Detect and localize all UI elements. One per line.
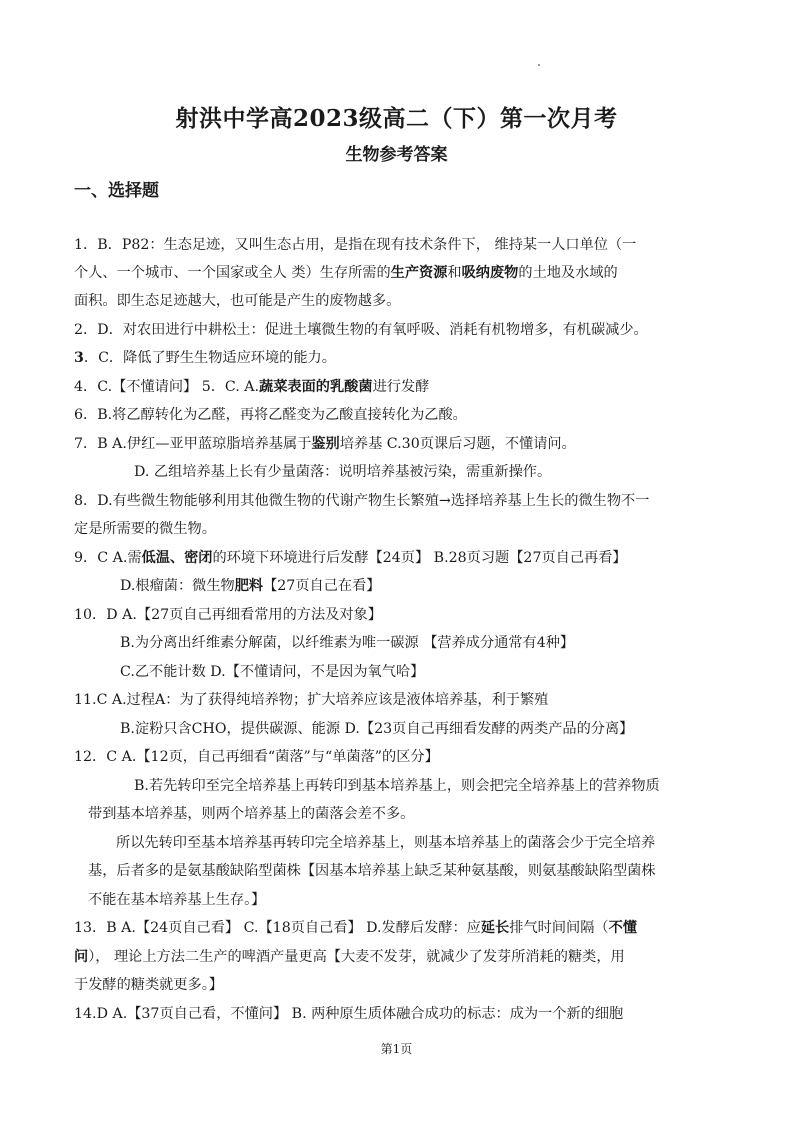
answer-7-line-1: 7．B A.伊红—亚甲蓝琼脂培养基属于鉴别培养基 C.30页课后习题，不懂请问。 <box>74 436 576 452</box>
answer-6-line-1: 6．B.将乙醇转化为乙醛，再将乙醛变为乙酸直接转化为乙酸。 <box>74 407 467 423</box>
page-subtitle: 生物参考答案 <box>345 145 448 165</box>
answer-13-line-1: 13．B A.【24页自己看】 C.【18页自己看】 D.发酵后发酵：应延长排气时间间隔（不懂 <box>74 920 637 936</box>
answer-10-line-1: 10．D A.【27页自己再细看常用的方法及对象】 <box>74 607 382 623</box>
answer-11-line-1: 11.C A.过程A：为了获得纯培养物；扩大培养应该是液体培养基，利于繁殖 <box>74 692 549 708</box>
answer-9-line-2: D.根瘤菌：微生物肥料【27页自己在看】 <box>120 578 381 594</box>
answer-11-line-2: B.淀粉只含CHO，提供碳源、能源 D.【23页自己再细看发酵的两类产品的分离】 <box>120 721 634 737</box>
answer-12-line-6: 不能在基本培养基上生存。】 <box>88 892 266 908</box>
answer-3-line-1: 3．C．降低了野生生物适应环境的能力。 <box>74 350 336 366</box>
answer-12-line-5: 基，后者多的是氨基酸缺陷型菌株【因基本培养基上缺乏某种氨基酸，则氨基酸缺陷型菌株 <box>88 863 656 879</box>
page-title: 射洪中学高2023级高二（下）第一次月考 <box>175 105 618 132</box>
answer-2-line-1: 2．D．对农田进行中耕松土：促进土壤微生物的有氧呼吸、消耗有机物增多，有机碳减少。 <box>74 322 648 338</box>
answer-1-line-1: 1．B．P82：生态足迹，又叫生态占用，是指在现有技术条件下， 维持某一人口单位（一 <box>74 237 637 253</box>
answer-12-line-3: 带到基本培养基，则两个培养基上的菌落会差不多。 <box>88 806 415 822</box>
answer-12-line-2: B.若先转印至完全培养基上再转印到基本培养基上，则会把完全培养基上的营养物质 <box>134 778 660 794</box>
answer-13-line-3: 于发酵的糖类就更多。】 <box>74 977 223 993</box>
answer-7-line-2: D. 乙组培养基上长有少量菌落：说明培养基被污染，需重新操作。 <box>134 464 552 480</box>
answer-1-line-3: 面积。即生态足迹越大，也可能是产生的废物越多。 <box>74 293 401 309</box>
answer-8-line-1: 8．D.有些微生物能够利用其他微生物的代谢产物生长繁殖→选择培养基上生长的微生物不一 <box>74 493 650 509</box>
answer-13-line-2: 问）， 理论上方法二生产的啤酒产量更高【大麦不发芽，就减少了发芽所消耗的糖类，用 <box>74 949 625 965</box>
answer-10-line-2: B.为分离出纤维素分解菌，以纤维素为唯一碳源 【营养成分通常有4种】 <box>120 635 575 651</box>
answer-4-5-line: 4．C.【不懂请问】 5．C. A.蔬菜表面的乳酸菌进行发酵 <box>74 379 430 395</box>
answer-9-line-1: 9．C A.需低温、密闭的环境下环境进行后发酵【24页】 B.28页习题【27页自己再看】 <box>74 550 627 566</box>
page-number: 第1页 <box>380 1042 413 1056</box>
answer-1-line-2: 个人、一个城市、一个国家或全人 类）生存所需的生产资源和吸纳废物的土地及水域的 <box>74 265 618 281</box>
section-heading: 一、选择题 <box>74 181 159 201</box>
answer-8-line-2: 定是所需要的微生物。 <box>74 521 216 537</box>
answer-12-line-1: 12．C A.【12页，自己再细看“菌落”与“单菌落”的区分】 <box>74 749 439 765</box>
answer-10-line-3: C.乙不能计数 D.【不懂请问，不是因为氧气哈】 <box>120 664 425 680</box>
answer-14-line-1: 14.D A.【37页自己看，不懂问】 B. 两种原生质体融合成功的标志：成为一个新的细胞 <box>74 1006 624 1022</box>
scan-dot <box>538 64 540 66</box>
answer-12-line-4: 所以先转印至基本培养基再转印完全培养基上，则基本培养基上的菌落会少于完全培养 <box>116 835 656 851</box>
